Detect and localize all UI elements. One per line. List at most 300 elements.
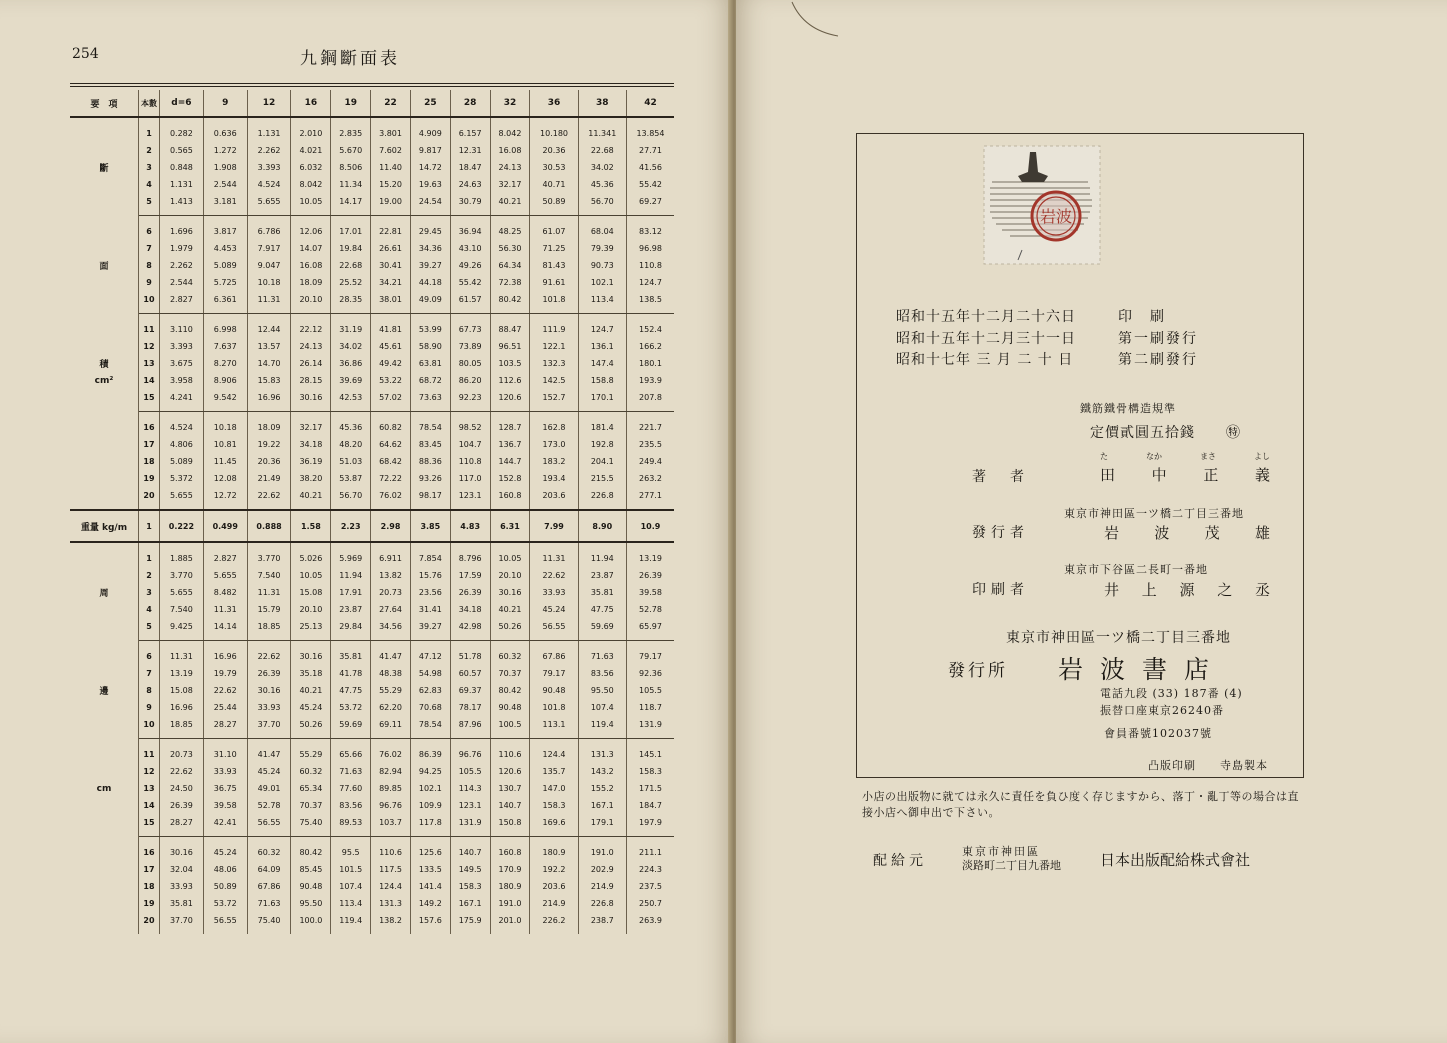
- table-row: [70, 618, 674, 641]
- table-cell: 193.4: [530, 470, 578, 487]
- table-cell: 191.0: [578, 837, 626, 862]
- table-cell: 27.64: [371, 601, 411, 618]
- table-cell: 18.85: [160, 716, 204, 739]
- table-cell: 117.5: [371, 861, 411, 878]
- row-category-label: [70, 912, 139, 934]
- binding-company: 寺島製本: [1220, 759, 1268, 772]
- table-cell: 22.62: [247, 487, 291, 510]
- table-cell: 16.96: [160, 699, 204, 716]
- table-cell: 34.56: [371, 618, 411, 641]
- table-cell: 34.36: [410, 240, 450, 257]
- table-cell: 179.1: [578, 814, 626, 837]
- table-cell: 140.7: [490, 797, 530, 814]
- table-cell: 80.42: [490, 682, 530, 699]
- bar-count: 3: [139, 584, 160, 601]
- bar-count: 1: [139, 510, 160, 542]
- table-cell: 36.86: [331, 355, 371, 372]
- table-cell: 13.854: [636, 129, 665, 138]
- table-cell: 47.75: [578, 601, 626, 618]
- table-cell: 45.36: [578, 176, 626, 193]
- table-cell: 141.4: [410, 878, 450, 895]
- table-cell: 6.998: [203, 314, 247, 339]
- table-cell: 56.70: [331, 487, 371, 510]
- table-cell: 140.7: [450, 837, 490, 862]
- table-row: [70, 389, 674, 412]
- table-cell: 17.91: [331, 584, 371, 601]
- header-d32: 32: [490, 90, 530, 117]
- bar-count: 20: [139, 487, 160, 510]
- table-cell: 42.98: [450, 618, 490, 641]
- table-cell: 1.979: [160, 240, 204, 257]
- table-cell: 70.37: [490, 665, 530, 682]
- table-cell: 67.73: [450, 314, 490, 339]
- bar-count: 20: [139, 912, 160, 934]
- table-cell: 81.43: [530, 257, 578, 274]
- table-cell: 2.010: [291, 117, 331, 142]
- table-cell: 47.12: [410, 641, 450, 666]
- author-name: 田 中 正 義: [1100, 466, 1270, 484]
- table-cell: 62.20: [371, 699, 411, 716]
- table-cell: 92.36: [639, 669, 662, 678]
- top-rule-second: [70, 86, 674, 87]
- table-cell: 25.13: [291, 618, 331, 641]
- table-cell: 6.032: [291, 159, 331, 176]
- table-cell: 4.806: [160, 436, 204, 453]
- table-cell: 0.222: [160, 510, 204, 542]
- table-cell: 61.07: [530, 216, 578, 241]
- table-cell: 7.540: [160, 601, 204, 618]
- bar-count: 5: [139, 618, 160, 641]
- row-category-label: [70, 861, 139, 878]
- table-cell: 142.5: [530, 372, 578, 389]
- table-cell: 158.8: [578, 372, 626, 389]
- table-cell: 119.4: [331, 912, 371, 934]
- table-cell: 79.39: [578, 240, 626, 257]
- table-cell: 113.1: [530, 716, 578, 739]
- table-cell: 18.85: [247, 618, 291, 641]
- bar-count: 15: [139, 814, 160, 837]
- table-cell: 24.13: [291, 338, 331, 355]
- table-cell: 64.09: [247, 861, 291, 878]
- table-cell: 214.9: [578, 878, 626, 895]
- table-cell: 226.8: [578, 895, 626, 912]
- row-category-label: [70, 814, 139, 837]
- distributor-address-2: 淡路町二丁目九番地: [962, 859, 1061, 872]
- table-cell: 250.7: [639, 899, 662, 908]
- table-cell: 41.47: [247, 739, 291, 764]
- table-cell: 83.45: [410, 436, 450, 453]
- table-cell: 0.848: [160, 159, 204, 176]
- table-cell: 114.3: [450, 780, 490, 797]
- table-row: [70, 216, 674, 241]
- table-cell: 55.42: [450, 274, 490, 291]
- table-cell: 20.10: [291, 291, 331, 314]
- table-cell: 157.6: [410, 912, 450, 934]
- table-cell: 249.4: [639, 457, 662, 466]
- table-cell: 2.262: [160, 257, 204, 274]
- table-cell: 136.1: [578, 338, 626, 355]
- table-cell: 13.19: [639, 554, 662, 563]
- table-cell: 25.52: [331, 274, 371, 291]
- table-cell: 9.047: [247, 257, 291, 274]
- table-cell: 23.56: [410, 584, 450, 601]
- table-cell: 77.60: [331, 780, 371, 797]
- table-cell: 96.76: [371, 797, 411, 814]
- table-cell: 2.835: [331, 117, 371, 142]
- table-cell: 100.5: [490, 716, 530, 739]
- table-cell: 80.42: [490, 291, 530, 314]
- table-cell: 235.5: [639, 440, 662, 449]
- distributor-name: 日本出版配給株式會社: [1100, 851, 1251, 869]
- table-cell: 50.26: [490, 618, 530, 641]
- table-cell: 45.24: [247, 763, 291, 780]
- table-cell: 6.786: [247, 216, 291, 241]
- table-cell: 88.47: [490, 314, 530, 339]
- table-cell: 1.908: [203, 159, 247, 176]
- table-cell: 110.8: [450, 453, 490, 470]
- table-cell: 53.72: [203, 895, 247, 912]
- table-cell: 5.655: [203, 567, 247, 584]
- table-cell: 65.34: [291, 780, 331, 797]
- header-count: 本數: [139, 90, 160, 117]
- table-cell: 56.70: [578, 193, 626, 216]
- table-cell: 5.655: [160, 487, 204, 510]
- table-cell: 11.31: [160, 641, 204, 666]
- row-category-label: 積: [70, 355, 139, 372]
- table-cell: 53.87: [331, 470, 371, 487]
- table-body: [70, 117, 674, 934]
- table-cell: 4.021: [291, 142, 331, 159]
- table-cell: 143.2: [578, 763, 626, 780]
- table-cell: 2.827: [160, 291, 204, 314]
- table-cell: 4.524: [247, 176, 291, 193]
- row-category-label: [70, 176, 139, 193]
- table-row: [70, 861, 674, 878]
- bar-count: 8: [139, 257, 160, 274]
- table-cell: 149.2: [410, 895, 450, 912]
- table-cell: 4.241: [160, 389, 204, 412]
- table-cell: 44.18: [410, 274, 450, 291]
- table-cell: 12.72: [203, 487, 247, 510]
- table-cell: 180.9: [530, 837, 578, 862]
- row-category-label: cm: [70, 780, 139, 797]
- table-cell: 8.90: [578, 510, 626, 542]
- table-row: [70, 665, 674, 682]
- table-cell: 40.71: [530, 176, 578, 193]
- bar-count: 17: [139, 861, 160, 878]
- table-cell: 105.5: [639, 686, 662, 695]
- bar-count: 13: [139, 355, 160, 372]
- table-cell: 117.8: [410, 814, 450, 837]
- table-cell: 158.3: [450, 878, 490, 895]
- table-cell: 55.29: [371, 682, 411, 699]
- table-cell: 170.9: [490, 861, 530, 878]
- table-cell: 70.68: [410, 699, 450, 716]
- table-cell: 7.637: [203, 338, 247, 355]
- table-cell: 118.7: [639, 703, 662, 712]
- bar-count: 19: [139, 470, 160, 487]
- table-cell: 28.27: [160, 814, 204, 837]
- table-cell: 26.39: [160, 797, 204, 814]
- table-cell: 150.8: [490, 814, 530, 837]
- table-cell: 138.2: [371, 912, 411, 934]
- table-cell: 101.8: [530, 699, 578, 716]
- table-cell: 184.7: [639, 801, 662, 810]
- table-row: [70, 257, 674, 274]
- table-cell: 105.5: [450, 763, 490, 780]
- table-cell: 226.2: [530, 912, 578, 934]
- table-row: [70, 895, 674, 912]
- table-cell: 93.26: [410, 470, 450, 487]
- table-cell: 51.78: [450, 641, 490, 666]
- table-cell: 110.6: [371, 837, 411, 862]
- table-cell: 22.62: [203, 682, 247, 699]
- table-cell: 167.1: [450, 895, 490, 912]
- header-d42: 42: [626, 90, 674, 117]
- table-cell: 11.94: [578, 542, 626, 567]
- table-cell: 33.93: [530, 584, 578, 601]
- table-cell: 1.131: [247, 117, 291, 142]
- table-cell: 171.5: [639, 784, 662, 793]
- table-cell: 51.03: [331, 453, 371, 470]
- table-cell: 15.08: [160, 682, 204, 699]
- bar-count: 6: [139, 641, 160, 666]
- table-cell: 155.2: [578, 780, 626, 797]
- table-row: [70, 716, 674, 739]
- table-cell: 10.05: [291, 567, 331, 584]
- bar-count: 10: [139, 716, 160, 739]
- table-cell: 20.10: [291, 601, 331, 618]
- table-cell: 69.11: [371, 716, 411, 739]
- table-cell: 11.34: [331, 176, 371, 193]
- table-cell: 12.08: [203, 470, 247, 487]
- row-category-label: [70, 601, 139, 618]
- table-cell: 62.83: [410, 682, 450, 699]
- table-header-row: [70, 90, 674, 117]
- table-cell: 203.6: [530, 487, 578, 510]
- printer-role: 印刷者: [972, 582, 1029, 598]
- table-cell: 83.56: [578, 665, 626, 682]
- table-cell: 15.76: [410, 567, 450, 584]
- table-cell: 12.31: [450, 142, 490, 159]
- book-title: 鐵筋鐵骨構造規準: [1080, 402, 1176, 415]
- print-date: 昭和十五年十二月二十六日: [896, 309, 1076, 325]
- table-cell: 101.5: [331, 861, 371, 878]
- row-category-label: [70, 274, 139, 291]
- table-cell: 24.54: [410, 193, 450, 216]
- weight-label: 重量 kg/m: [70, 510, 139, 542]
- row-category-label: [70, 837, 139, 862]
- table-cell: 20.36: [530, 142, 578, 159]
- header-d22: 22: [371, 90, 411, 117]
- table-cell: 7.602: [371, 142, 411, 159]
- row-category-label: [70, 618, 139, 641]
- table-row: [70, 487, 674, 510]
- bar-count: 14: [139, 797, 160, 814]
- table-cell: 34.18: [450, 601, 490, 618]
- table-cell: 88.36: [410, 453, 450, 470]
- table-cell: 131.3: [578, 739, 626, 764]
- table-cell: 37.70: [247, 716, 291, 739]
- table-cell: 11.31: [247, 584, 291, 601]
- issuer-name: 岩 波 茂 雄: [1104, 524, 1270, 542]
- table-cell: 76.02: [371, 487, 411, 510]
- table-cell: 45.24: [530, 601, 578, 618]
- table-cell: 22.62: [530, 567, 578, 584]
- table-cell: 204.1: [578, 453, 626, 470]
- table-cell: 52.78: [247, 797, 291, 814]
- table-cell: 41.56: [639, 163, 662, 172]
- table-cell: 4.453: [203, 240, 247, 257]
- issuer-role: 發行者: [972, 525, 1029, 541]
- table-cell: 40.21: [291, 682, 331, 699]
- row-category-label: [70, 142, 139, 159]
- table-cell: 15.83: [247, 372, 291, 389]
- table-cell: 90.48: [490, 699, 530, 716]
- table-cell: 2.262: [247, 142, 291, 159]
- table-cell: 39.58: [639, 588, 662, 597]
- table-cell: 103.7: [371, 814, 411, 837]
- table-cell: 75.40: [247, 912, 291, 934]
- table-cell: 131.3: [371, 895, 411, 912]
- table-cell: 0.636: [203, 117, 247, 142]
- table-cell: 90.48: [291, 878, 331, 895]
- table-row: [70, 780, 674, 797]
- table-cell: 128.7: [490, 412, 530, 437]
- table-cell: 79.17: [639, 652, 662, 661]
- table-cell: 202.9: [578, 861, 626, 878]
- table-cell: 5.725: [203, 274, 247, 291]
- table-cell: 52.78: [639, 605, 662, 614]
- table-cell: 98.52: [450, 412, 490, 437]
- bar-count: 11: [139, 314, 160, 339]
- table-cell: 75.40: [291, 814, 331, 837]
- table-row: [70, 641, 674, 666]
- table-cell: 30.16: [160, 837, 204, 862]
- table-cell: 237.5: [639, 882, 662, 891]
- table-cell: 6.911: [371, 542, 411, 567]
- table-row: [70, 797, 674, 814]
- table-cell: 64.62: [371, 436, 411, 453]
- table-cell: 15.08: [291, 584, 331, 601]
- footer-note: 小店の出版物に就ては永久に責任を負ひ度く存じますから、落丁・亂丁等の場合は直接小店へ御申出で下さい。: [862, 790, 1299, 819]
- row-category-label: [70, 699, 139, 716]
- table-cell: 26.39: [639, 571, 662, 580]
- table-cell: 263.9: [639, 916, 662, 925]
- table-cell: 166.2: [639, 342, 662, 351]
- table-cell: 72.38: [490, 274, 530, 291]
- table-cell: 32.04: [160, 861, 204, 878]
- table-cell: 123.1: [450, 797, 490, 814]
- table-cell: 160.8: [490, 837, 530, 862]
- table-cell: 123.1: [450, 487, 490, 510]
- table-cell: 10.81: [203, 436, 247, 453]
- table-row: [70, 567, 674, 584]
- table-cell: 120.6: [490, 389, 530, 412]
- table-cell: 9.542: [203, 389, 247, 412]
- table-cell: 22.68: [578, 142, 626, 159]
- table-cell: 8.906: [203, 372, 247, 389]
- table-cell: 8.042: [291, 176, 331, 193]
- table-cell: 14.14: [203, 618, 247, 641]
- table-cell: 1.696: [160, 216, 204, 241]
- table-cell: 197.9: [626, 814, 674, 837]
- table-cell: 13.57: [247, 338, 291, 355]
- table-cell: 130.7: [490, 780, 530, 797]
- table-cell: 30.41: [371, 257, 411, 274]
- row-category-label: [70, 895, 139, 912]
- bar-count: 7: [139, 240, 160, 257]
- table-cell: 73.63: [410, 389, 450, 412]
- row-category-label: [70, 665, 139, 682]
- table-cell: 89.85: [371, 780, 411, 797]
- row-category-label: [70, 338, 139, 355]
- table-cell: 40.21: [291, 487, 331, 510]
- publisher-account: 振替口座東京26240番: [1100, 704, 1224, 717]
- table-cell: 6.31: [490, 510, 530, 542]
- table-cell: 6.361: [203, 291, 247, 314]
- table-cell: 10.05: [291, 193, 331, 216]
- table-cell: 50.26: [291, 716, 331, 739]
- table-row: [70, 176, 674, 193]
- table-cell: 26.39: [450, 584, 490, 601]
- table-row: [70, 159, 674, 176]
- table-cell: 215.5: [578, 470, 626, 487]
- table-cell: 57.02: [371, 389, 411, 412]
- table-cell: 34.02: [331, 338, 371, 355]
- table-cell: 167.1: [578, 797, 626, 814]
- table-cell: 138.5: [626, 291, 674, 314]
- table-cell: 26.14: [291, 355, 331, 372]
- table-cell: 11.40: [371, 159, 411, 176]
- table-cell: 14.17: [331, 193, 371, 216]
- table-cell: 28.27: [203, 716, 247, 739]
- table-cell: 76.02: [371, 739, 411, 764]
- table-cell: 5.655: [160, 584, 204, 601]
- table-cell: 120.6: [490, 763, 530, 780]
- table-cell: 45.24: [203, 837, 247, 862]
- bar-count: 6: [139, 216, 160, 241]
- revenue-seal-stamp-icon: [978, 142, 1106, 268]
- table-cell: 169.6: [530, 814, 578, 837]
- bar-count: 3: [139, 159, 160, 176]
- table-cell: 135.7: [530, 763, 578, 780]
- table-cell: 64.34: [490, 257, 530, 274]
- header-d28: 28: [450, 90, 490, 117]
- table-cell: 78.54: [410, 412, 450, 437]
- table-cell: 16.96: [247, 389, 291, 412]
- row-category-label: [70, 436, 139, 453]
- table-cell: 18.09: [247, 412, 291, 437]
- table-cell: 192.2: [530, 861, 578, 878]
- table-cell: 45.24: [291, 699, 331, 716]
- table-cell: 48.20: [331, 436, 371, 453]
- table-cell: 180.1: [639, 359, 662, 368]
- table-row: [70, 912, 674, 934]
- table-cell: 19.00: [371, 193, 411, 216]
- bar-count: 14: [139, 372, 160, 389]
- table-row: [70, 739, 674, 764]
- table-cell: 11.341: [578, 117, 626, 142]
- table-cell: 89.53: [331, 814, 371, 837]
- table-cell: 20.73: [160, 739, 204, 764]
- table-cell: 31.41: [410, 601, 450, 618]
- header-d9: 9: [203, 90, 247, 117]
- table-cell: 68.04: [578, 216, 626, 241]
- bar-count: 10: [139, 291, 160, 314]
- table-cell: 90.48: [530, 682, 578, 699]
- table-cell: 80.05: [450, 355, 490, 372]
